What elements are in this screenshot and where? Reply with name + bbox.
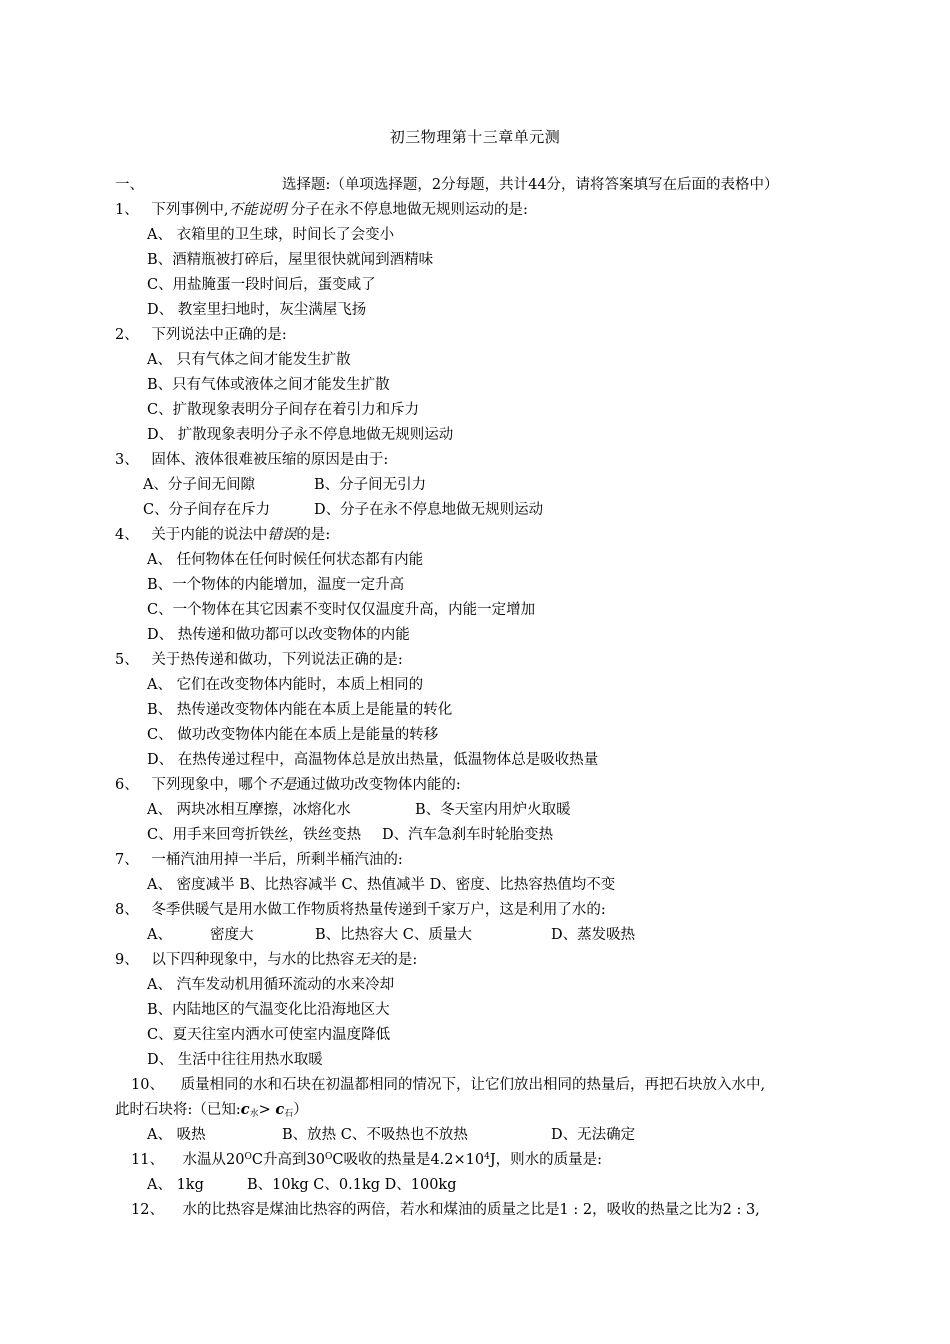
question-3 — [115, 450, 388, 470]
q3-option-d: D、分子在永不停息地做无规则运动 — [314, 502, 544, 518]
q3-option-b: B、分子间无引力 — [314, 477, 427, 493]
question-number: 6、 — [115, 777, 139, 793]
question-text: 质量相同的水和石块在初温都相同的情况下，让它们放出相同的热量后，再把石块放入水中, — [180, 1077, 766, 1093]
question-11 — [131, 1150, 602, 1170]
superscript-degree: O — [324, 1152, 333, 1162]
q10-option-bc: B、放热 C、不吸热也不放热 — [282, 1127, 468, 1143]
question-number: 11、 — [131, 1152, 164, 1168]
q6-option-a: A、 两块冰相互摩擦，冰熔化水 — [147, 802, 351, 818]
question-9 — [115, 950, 417, 970]
q10-option-a: A、 吸热 — [147, 1127, 206, 1143]
question-7 — [115, 850, 403, 870]
question-text: 关于内能的说法中 — [151, 527, 268, 543]
q2-option-a: A、 只有气体之间才能发生扩散 — [147, 352, 351, 368]
emphasis-text: 不是 — [267, 777, 297, 793]
question-12 — [131, 1200, 760, 1220]
question-text: J，则水的质量是: — [489, 1152, 603, 1168]
q1-option-c: C、用盐腌蛋一段时间后，蛋变咸了 — [147, 277, 376, 293]
question-text: 水的比热容是煤油比热容的两倍，若水和煤油的质量之比是1 : 2，吸收的热量之比为2 : 3, — [182, 1202, 760, 1218]
q6-option-c: C、用手来回弯折铁丝，铁丝变热 — [147, 827, 362, 843]
question-number: 9、 — [115, 952, 139, 968]
question-text: 固体、液体很难被压缩的原因是由于: — [151, 452, 389, 468]
q3-option-c: C、分子间存在斥力 — [143, 502, 271, 518]
q8-option-d: D、蒸发吸热 — [551, 927, 636, 943]
subscript-stone: 石 — [284, 1109, 294, 1119]
question-5 — [115, 650, 403, 670]
question-number: 5、 — [115, 652, 139, 668]
q7-options: A、 密度减半 B、比热容减半 C、热值减半 D、密度、比热容热值均不变 — [147, 877, 616, 893]
subscript-water: 水 — [249, 1109, 259, 1119]
question-number: 10、 — [131, 1077, 164, 1093]
q8-option-bc: B、比热容大 C、质量大 — [315, 927, 472, 943]
q1-option-b: B、酒精瓶被打碎后，屋里很快就闻到酒精味 — [147, 252, 434, 268]
q2-option-d: D、 扩散现象表明分子永不停息地做无规则运动 — [147, 427, 454, 443]
q4-option-a: A、 任何物体在任何时候任何状态都有内能 — [147, 552, 424, 568]
question-text: 此时石块将:（已知: — [115, 1102, 241, 1118]
q9-option-c: C、夏天往室内洒水可使室内温度降低 — [147, 1027, 391, 1043]
question-text: C升高到30 — [251, 1152, 325, 1168]
question-text: 一桶汽油用掉一半后，所剩半桶汽油的: — [151, 852, 403, 868]
page-title: 初三物理第十三章单元测 — [389, 128, 561, 146]
question-text: 的是: — [296, 527, 331, 543]
q1-option-a: A、 衣箱里的卫生球，时间长了会变小 — [147, 227, 395, 243]
question-text: 以下四种现象中，与水的比热容 — [151, 952, 355, 968]
question-8 — [115, 900, 606, 920]
question-text: 分子在永不停息地做无规则运动的是: — [286, 202, 528, 218]
question-10 — [131, 1075, 765, 1095]
question-text: 下列事例中, — [151, 202, 229, 218]
question-number: 1、 — [115, 202, 139, 218]
emphasis-text: 错误 — [267, 527, 297, 543]
q4-option-c: C、一个物体在其它因素不变时仅仅温度升高，内能一定增加 — [147, 602, 536, 618]
q9-option-b: B、内陆地区的气温变化比沿海地区大 — [147, 1002, 390, 1018]
question-text: 通过做功改变物体内能的: — [296, 777, 461, 793]
close-paren: ） — [293, 1102, 308, 1118]
superscript-exponent: 4 — [484, 1152, 490, 1162]
greater-than: > — [258, 1102, 276, 1118]
section-instructions: 选择题:（单项选择题，2分每题，共计44分，请将答案填写在后面的表格中） — [282, 177, 779, 193]
question-text: 关于热传递和做功，下列说法正确的是: — [151, 652, 403, 668]
question-text: 下列说法中正确的是: — [151, 327, 287, 343]
section-number: 一、 — [115, 177, 144, 193]
q5-option-c: C、 做功改变物体内能在本质上是能量的转移 — [147, 727, 439, 743]
question-number: 4、 — [115, 527, 139, 543]
q8-option-a-text: 密度大 — [210, 927, 254, 943]
q2-option-c: C、扩散现象表明分子间存在着引力和斥力 — [147, 402, 420, 418]
q2-option-b: B、只有气体或液体之间才能发生扩散 — [147, 377, 390, 393]
question-2 — [115, 325, 287, 345]
q11-option-a: A、 1kg — [147, 1177, 204, 1193]
emphasis-text: 无关 — [354, 952, 384, 968]
superscript-degree: O — [244, 1152, 252, 1162]
question-text: 冬季供暖气是用水做工作物质将热量传递到千家万户，这是利用了水的: — [151, 902, 606, 918]
q5-option-a: A、 它们在改变物体内能时，本质上相同的 — [147, 677, 424, 693]
q3-option-a: A、分子间无间隙 — [143, 477, 255, 493]
question-number: 7、 — [115, 852, 139, 868]
q4-option-b: B、一个物体的内能增加，温度一定升高 — [147, 577, 405, 593]
question-number: 12、 — [131, 1202, 164, 1218]
question-number: 8、 — [115, 902, 139, 918]
question-6 — [115, 775, 461, 795]
q6-option-d: D、汽车急刹车时轮胎变热 — [382, 827, 554, 843]
q1-option-d: D、 教室里扫地时，灰尘满屋飞扬 — [147, 302, 367, 318]
question-number: 2、 — [115, 327, 139, 343]
question-text: C吸收的热量是4.2×10 — [332, 1152, 485, 1168]
q6-option-b: B、冬天室内用炉火取暖 — [415, 802, 571, 818]
q8-option-a: A、 — [147, 927, 172, 943]
emphasis-text: 不能说明 — [228, 202, 287, 218]
q11-option-bcd: B、10kg C、0.1kg D、100kg — [247, 1177, 457, 1193]
q10-option-d: D、无法确定 — [551, 1127, 636, 1143]
specific-heat-symbol: c — [275, 1101, 285, 1118]
question-10-continued — [115, 1100, 308, 1120]
question-number: 3、 — [115, 452, 139, 468]
question-text: 水温从20 — [182, 1152, 245, 1168]
question-text: 的是: — [383, 952, 418, 968]
q5-option-b: B、 热传递改变物体内能在本质上是能量的转化 — [147, 702, 453, 718]
question-1 — [115, 200, 528, 220]
specific-heat-symbol: c — [240, 1101, 250, 1118]
q5-option-d: D、 在热传递过程中，高温物体总是放出热量，低温物体总是吸收热量 — [147, 752, 599, 768]
q9-option-d: D、 生活中往往用热水取暖 — [147, 1052, 323, 1068]
q9-option-a: A、 汽车发动机用循环流动的水来冷却 — [147, 977, 395, 993]
q4-option-d: D、 热传递和做功都可以改变物体的内能 — [147, 627, 410, 643]
question-text: 下列现象中，哪个 — [151, 777, 268, 793]
question-4 — [115, 525, 330, 545]
